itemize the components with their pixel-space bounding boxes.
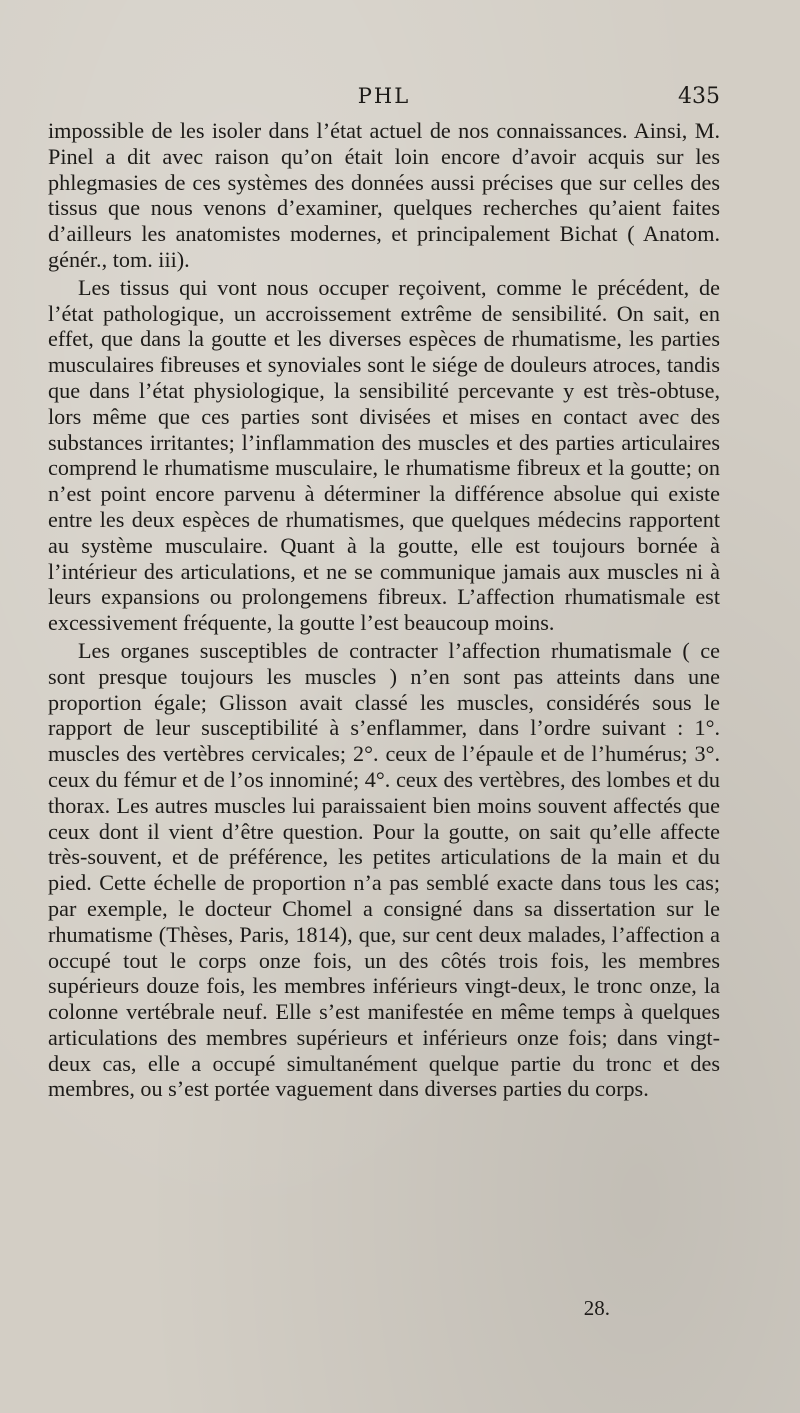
paragraph-tissues: Les tissus qui vont nous occuper reçoivent, comme le précédent, de l’état pathologique, un accroissement extrême de sensibilité. On sait, en effet, que dans la goutte et les diverses espèces de rhumatisme, les parties musculaires fibreuses et synoviales sont le siége de douleurs atroces, tandis que dans l’état physiologique, la sensibilité percevante y est très-obtuse, lors même que ces parties sont divisées et mises en contact avec des substances irritantes; l’inflammation des muscles et des parties articulaires comprend le rhumatisme musculaire, le rhumatisme fibreux et la goutte; on n’est point encore parvenu à déterminer la différence absolue qui existe entre les deux espèces de rhumatismes, que quelques médecins rapportent au système musculaire. Quant à la goutte, elle est toujours bornée à l’intérieur des articulations, et ne se communique jamais aux muscles ni à leurs expansions ou prolongemens fibreux. L’affection rhumatismale est excessivement fréquente, la goutte l’est beaucoup moins. [48, 274, 720, 636]
running-head: PHL [357, 84, 411, 108]
body-text [48, 118, 720, 1102]
signature-mark: 28. [583, 1296, 610, 1320]
page-number: 435 [678, 84, 720, 109]
paragraph-continued: impossible de les isoler dans l’état actuel de nos connaissances. Ainsi, M. Pinel a dit avec raison qu’on était loin encore d’avoir acquis sur les phlegmasies de ces systèmes des données aussi précises que sur celles des tissus que nous venons d’examiner, quelques recherches qu’aient faites d’ailleurs les anatomistes modernes, et principalement Bichat ( Anatom. génér., tom. iii). [48, 118, 720, 272]
page-header [48, 84, 720, 116]
paragraph-organs: Les organes susceptibles de contracter l’affection rhumatismale ( ce sont presque toujours les muscles ) n’en sont pas atteints dans une proportion égale; Glisson avait classé les muscles, considérés sous le rapport de leur susceptibilité à s’enflammer, dans l’ordre suivant : 1°. muscles des vertèbres cervicales; 2°. ceux de l’épaule et de l’humérus; 3°. ceux du fémur et de l’os innominé; 4°. ceux des vertèbres, des lombes et du thorax. Les autres muscles lui paraissaient bien moins souvent affectés que ceux dont il vient d’être question. Pour la goutte, on sait qu’elle affecte très-souvent, et de préférence, les petites articulations de la main et du pied. Cette échelle de proportion n’a pas semblé exacte dans tous les cas; par exemple, le docteur Chomel a consigné dans sa dissertation sur le rhumatisme (Thèses, Paris, 1814), que, sur cent deux malades, l’affection a occupé tout le corps onze fois, un des côtés trois fois, les membres supérieurs douze fois, les membres inférieurs vingt-deux, le tronc onze, la colonne vertébrale neuf. Elle s’est manifestée en même temps à quelques articulations des membres supérieurs et inférieurs onze fois; dans vingt-deux cas, elle a occupé simultanément quelque partie du tronc et des membres, ou s’est portée vaguement dans diverses parties du corps. [48, 637, 720, 1102]
